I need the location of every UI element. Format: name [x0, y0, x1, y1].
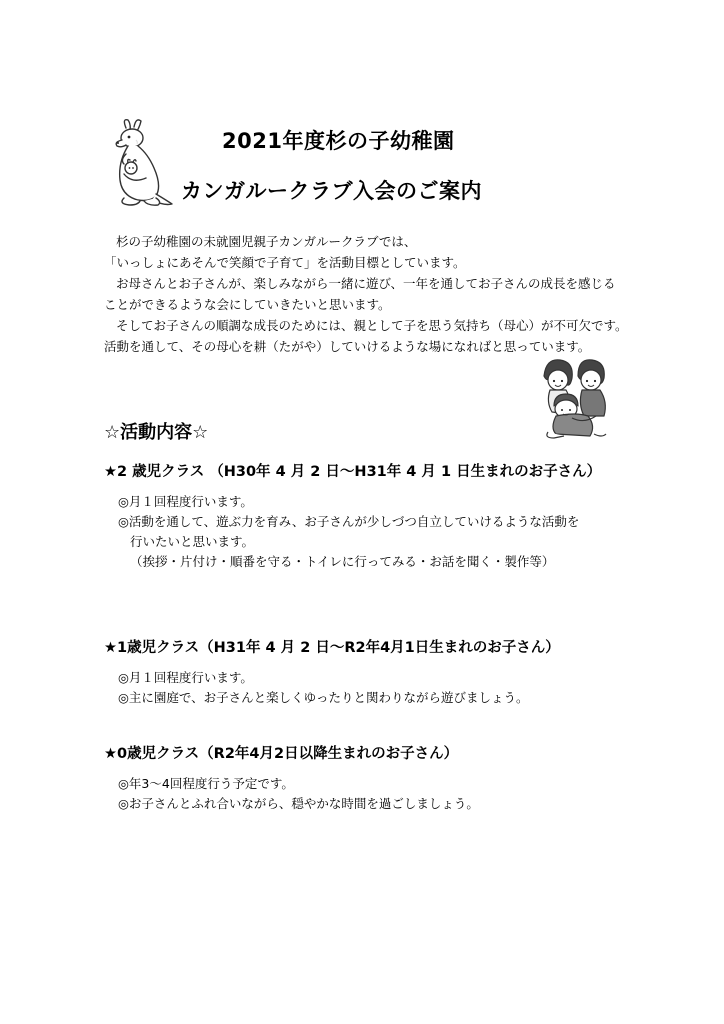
class-item: ◎主に園庭で、お子さんと楽しくゆったりと関わりながら遊びましょう。 [118, 690, 529, 705]
class-heading-1yo: ★1歳児クラス（H31年 4 月 2 日～R2年4月1日生まれのお子さん） [104, 640, 560, 656]
class-item: ◎月１回程度行います。 [118, 494, 253, 509]
class-heading-2yo: ★2 歳児クラス （H30年 4 月 2 日～H31年 4 月 1 日生まれのお子さん） [104, 464, 602, 480]
intro-line: 「いっしょにあそんで笑顔で子育て」を活動目標としています。 [104, 255, 466, 270]
kangaroo-with-baby-icon [104, 116, 174, 208]
page-title: 2021年度杉の子幼稚園 [222, 129, 455, 153]
intro-line: ことができるような会にしていきたいと思います。 [104, 297, 391, 312]
class-item: ◎月１回程度行います。 [118, 670, 253, 685]
class-item: ◎活動を通して、遊ぶ力を育み、お子さんが少しづつ自立していけるような活動を [118, 514, 580, 529]
intro-line: 活動を通して、その母心を耕（たがや）していけるような場になればと思っています。 [104, 339, 591, 354]
intro-line: お母さんとお子さんが、楽しみながら一緒に遊び、一年を通してお子さんの成長を感じる [116, 276, 616, 291]
class-heading-0yo: ★0歳児クラス（R2年4月2日以降生まれのお子さん） [104, 746, 459, 762]
children-hugging-icon [540, 354, 612, 442]
activities-heading: ☆活動内容☆ [104, 422, 209, 443]
intro-line: 杉の子幼稚園の未就園児親子カンガルークラブでは、 [116, 234, 417, 249]
intro-line: そしてお子さんの順調な成長のためには、親として子を思う気持ち（母心）が不可欠です。 [116, 318, 628, 333]
class-item: 行いたいと思います。 [130, 534, 255, 549]
class-item: ◎お子さんとふれ合いながら、穏やかな時間を過ごしましょう。 [118, 796, 479, 811]
class-item: （挨拶・片付け・順番を守る・トイレに行ってみる・お話を聞く・製作等） [130, 554, 555, 569]
class-item: ◎年3～4回程度行う予定です。 [118, 776, 294, 791]
page-subtitle: カンガルークラブ入会のご案内 [181, 179, 482, 203]
